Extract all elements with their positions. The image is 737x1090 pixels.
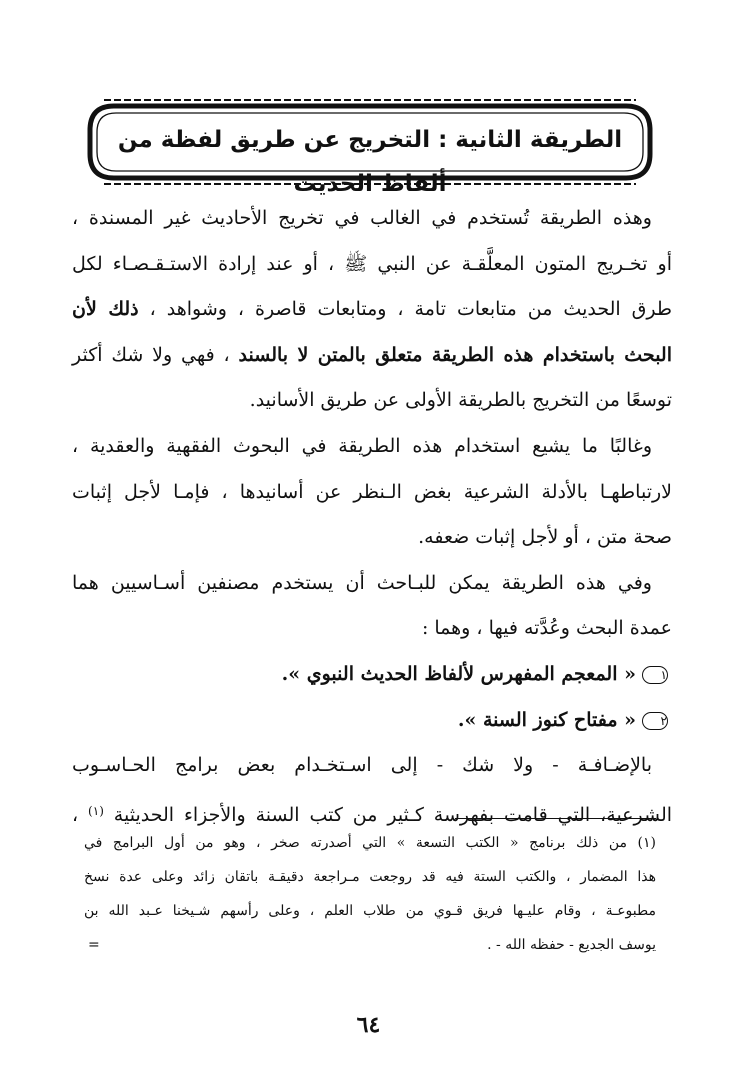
text-line bbox=[72, 287, 672, 333]
bold-run: البحث باستخدام هذه الطريقة متعلق بالمتن لا بالسند bbox=[238, 343, 672, 366]
list-item-text: « مفتاح كنوز السنة ». bbox=[457, 708, 636, 731]
text-line: صحة متن ، أو لأجل إثبات ضعفه. bbox=[418, 526, 672, 549]
chapter-banner bbox=[84, 96, 656, 197]
footnote-line bbox=[84, 928, 656, 962]
footnote-ref[interactable]: (١) bbox=[88, 803, 104, 818]
text-run: ، فهي ولا شك أكثر bbox=[72, 343, 239, 366]
chapter-title: الطريقة الثانية : التخريج عن طريق لفظة من ألفاظ الحديث bbox=[117, 127, 623, 197]
text-line: لارتباطهـا بالأدلة الشرعية بغض الـنظر عن أسانيدها ، فإمـا لأجل إثبات bbox=[72, 480, 672, 503]
text-run: ، bbox=[72, 803, 89, 826]
item-number-badge: ٢ bbox=[642, 712, 668, 730]
item-number-badge: ١ bbox=[642, 666, 668, 684]
text-line: أو تخـريج المتون المعلَّقـة عن النبي ﷺ ، أو عند إرادة الاستـقـصـاء لكل bbox=[72, 252, 672, 275]
footnote-line: هذا المضمار ، والكتب الستة فيه قد روجعت مـراجعة دقيقـة باتقان زائد وعلى عدة نسخ bbox=[84, 869, 656, 885]
list-item-text: « المعجم المفهرس لألفاظ الحديث النبوي ». bbox=[281, 662, 636, 685]
continuation-mark: = bbox=[88, 937, 100, 953]
footnote-text: يوسف الجديع - حفظه الله - . bbox=[487, 937, 656, 953]
text-run: طرق الحديث من متابعات تامة ، ومتابعات قاصرة ، وشواهد ، bbox=[138, 298, 672, 321]
text-line: توسعًا من التخريج بالطريقة الأولى عن طريق الأسانيد. bbox=[249, 389, 672, 412]
text-line bbox=[72, 333, 672, 379]
text-run: الشرعية، التي قامت بفهرسة كـثير من كتب السنة والأجزاء الحديثية bbox=[113, 803, 673, 826]
list-item bbox=[72, 698, 672, 744]
text-line: وهذه الطريقة تُستخدم في الغالب في تخريج الأحاديث غير المسندة ، bbox=[72, 207, 652, 229]
footnote-line: مطبوعـة ، وقام عليـها فريق قـوي من طلاب العلم ، وعلى رأسهم شـيخنا عـبد الله بن bbox=[84, 903, 656, 919]
footnote-divider bbox=[455, 818, 656, 819]
footnotes bbox=[84, 826, 656, 962]
bold-run: ذلك لأن bbox=[72, 298, 139, 321]
text-line: وغالبًا ما يشيع استخدام هذه الطريقة في البحوث الفقهية والعقدية ، bbox=[72, 434, 652, 457]
text-line: عمدة البحث وعُدَّته فيها ، وهما : bbox=[421, 617, 672, 640]
page-number: ٦٤ bbox=[356, 1012, 381, 1038]
footnote-line: (١) من ذلك برنامج « الكتب التسعة » التي أصدرته صخر ، وهو من أول البرامج في bbox=[84, 835, 656, 851]
main-text bbox=[72, 196, 672, 834]
text-line: بالإضـافـة - ولا شك - إلى اسـتخـدام بعض برامج الحـاسـوب bbox=[72, 754, 652, 777]
list-item bbox=[72, 652, 672, 698]
text-line: وفي هذه الطريقة يمكن للبـاحث أن يستخدم مصنفين أسـاسيين هما bbox=[72, 571, 652, 594]
